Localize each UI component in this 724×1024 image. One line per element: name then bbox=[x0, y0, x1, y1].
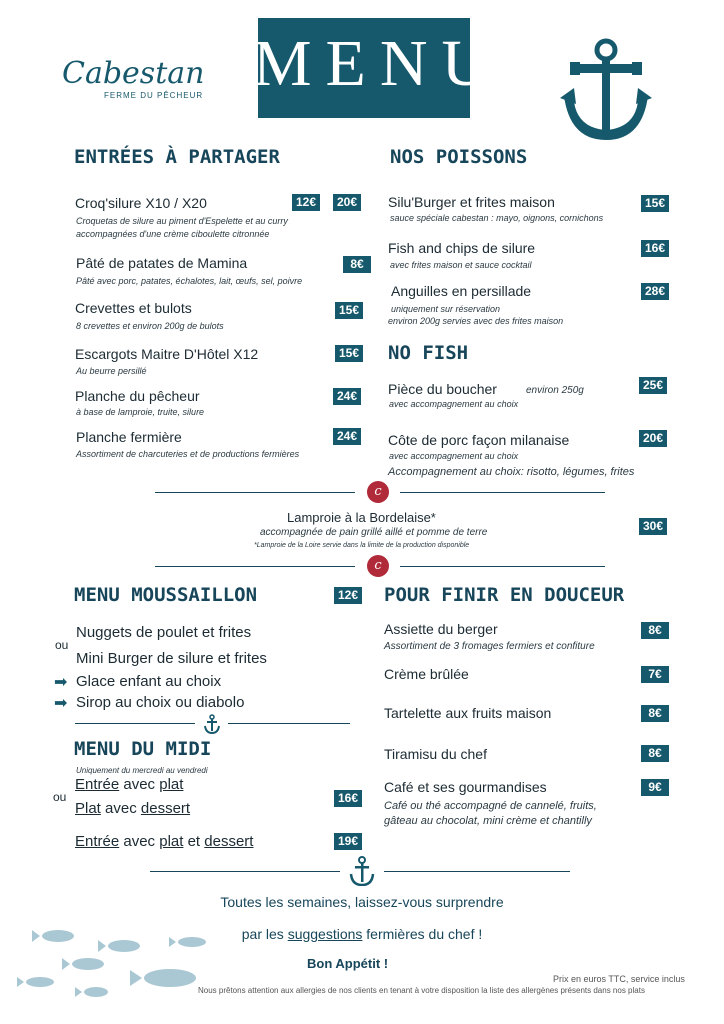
divider bbox=[155, 566, 355, 567]
poisson-price: 16€ bbox=[641, 240, 669, 257]
moussaillon-price: 12€ bbox=[334, 587, 362, 604]
entree-price: 24€ bbox=[333, 388, 361, 405]
logo: Cabestan bbox=[62, 56, 205, 91]
small-anchor-icon bbox=[204, 714, 220, 734]
footer-line1: Toutes les semaines, laissez-vous surprendre bbox=[220, 894, 504, 910]
nofish-desc: avec accompagnement au choix bbox=[389, 451, 519, 461]
special-price: 30€ bbox=[639, 518, 667, 535]
divider bbox=[228, 723, 350, 724]
dessert-price: 7€ bbox=[641, 666, 669, 683]
moussaillon-item: Mini Burger de silure et frites bbox=[76, 650, 267, 667]
dessert-name: Tartelette aux fruits maison bbox=[384, 705, 552, 721]
entree-desc: accompagnées d'une crème ciboulette citronnée bbox=[76, 229, 270, 239]
poisson-name: Silu'Burger et frites maison bbox=[388, 194, 555, 210]
dessert-desc: gâteau au chocolat, mini crème et chantilly bbox=[384, 815, 592, 827]
small-anchor-icon bbox=[348, 856, 376, 886]
poisson-name: Anguilles en persillade bbox=[391, 283, 532, 299]
cabestan-badge-icon: c bbox=[367, 481, 389, 503]
price-note: Prix en euros TTC, service inclus bbox=[553, 974, 685, 984]
divider bbox=[75, 723, 195, 724]
dessert-name: Assiette du berger bbox=[384, 621, 498, 637]
special-name: Lamproie à la Bordelaise* bbox=[287, 510, 436, 525]
midi-price: 16€ bbox=[334, 790, 362, 807]
nofish-price: 25€ bbox=[639, 377, 667, 394]
dessert-price: 8€ bbox=[641, 622, 669, 639]
entree-desc: Croquetas de silure au piment d'Espelette et au curry bbox=[76, 216, 288, 226]
section-title-entrees: ENTRÉES À PARTAGER bbox=[74, 146, 280, 168]
footer-line2: par les suggestions fermières du chef ! bbox=[241, 926, 483, 942]
poisson-name: Fish and chips de silure bbox=[388, 240, 536, 256]
moussaillon-item: Glace enfant au choix bbox=[76, 673, 222, 690]
entree-price: 12€ bbox=[292, 194, 320, 211]
dessert-desc: Assortiment de 3 fromages fermiers et confiture bbox=[384, 641, 595, 652]
entree-price: 8€ bbox=[343, 256, 371, 273]
poisson-price: 15€ bbox=[641, 195, 669, 212]
arrow-right-icon: ➡ bbox=[54, 674, 68, 691]
midi-option: Entrée avec plat bbox=[75, 776, 184, 793]
section-title-nofish: NO FISH bbox=[388, 342, 469, 364]
entree-name: Pâté de patates de Mamina bbox=[76, 255, 248, 271]
entree-name: Crevettes et bulots bbox=[75, 300, 192, 316]
divider bbox=[384, 871, 570, 872]
poisson-desc: uniquement sur réservation bbox=[391, 304, 501, 314]
moussaillon-item: Nuggets de poulet et frites bbox=[76, 624, 252, 641]
bon-appetit: Bon Appétit ! bbox=[307, 956, 389, 971]
dessert-desc: Café ou thé accompagné de cannelé, fruits, bbox=[384, 800, 597, 812]
midi-option: Plat avec dessert bbox=[75, 800, 191, 817]
nofish-name: Pièce du boucher bbox=[388, 381, 497, 397]
or-label: ou bbox=[55, 638, 69, 652]
entree-desc: Au beurre persillé bbox=[76, 366, 147, 376]
midi-price: 19€ bbox=[334, 833, 362, 850]
nofish-price: 20€ bbox=[639, 430, 667, 447]
entree-name: Escargots Maitre D'Hôtel X12 bbox=[75, 346, 259, 362]
dessert-price: 8€ bbox=[641, 745, 669, 762]
entree-desc: Assortiment de charcuteries et de productions fermières bbox=[76, 449, 300, 459]
entree-price: 24€ bbox=[333, 428, 361, 445]
entree-name: Croq'silure X10 / X20 bbox=[75, 195, 207, 211]
entree-desc: Pâté avec porc, patates, échalotes, lait, œufs, sel, poivre bbox=[76, 276, 303, 286]
poisson-desc: environ 200g servies avec des frites maison bbox=[388, 316, 564, 326]
or-label: ou bbox=[53, 790, 67, 804]
fish-decoration-icon bbox=[10, 918, 210, 1018]
nofish-note: Accompagnement au choix: risotto, légumes, frites bbox=[388, 466, 635, 478]
dessert-price: 9€ bbox=[641, 779, 669, 796]
cabestan-badge-icon: c bbox=[367, 555, 389, 577]
nofish-extra: environ 250g bbox=[526, 385, 584, 396]
entree-desc: 8 crevettes et environ 200g de bulots bbox=[76, 321, 224, 331]
logo-subtitle: FERME DU PÊCHEUR bbox=[104, 91, 204, 100]
section-title-midi: MENU DU MIDI bbox=[74, 738, 212, 760]
page-title: MENU bbox=[252, 27, 504, 100]
poisson-desc: avec frites maison et sauce cocktail bbox=[390, 260, 532, 270]
divider bbox=[155, 492, 355, 493]
poisson-desc: sauce spéciale cabestan : mayo, oignons, cornichons bbox=[390, 213, 604, 223]
midi-subtitle: Uniquement du mercredi au vendredi bbox=[76, 766, 208, 775]
dessert-name: Tiramisu du chef bbox=[384, 746, 487, 762]
special-note: *Lamproie de la Loire servie dans la limite de la production disponible bbox=[254, 542, 470, 549]
dessert-name: Crème brûlée bbox=[384, 666, 469, 682]
divider bbox=[400, 492, 605, 493]
entree-name: Planche du pêcheur bbox=[75, 388, 200, 404]
divider bbox=[400, 566, 605, 567]
entree-price: 15€ bbox=[335, 345, 363, 362]
midi-option: Entrée avec plat et dessert bbox=[75, 833, 254, 850]
entree-price-large: 20€ bbox=[333, 194, 361, 211]
entree-price: 15€ bbox=[335, 302, 363, 319]
moussaillon-item: Sirop au choix ou diabolo bbox=[76, 694, 245, 711]
allergy-note: Nous prêtons attention aux allergies de nos clients en tenant à votre disposition la liste des allergènes présents dans nos plats bbox=[198, 986, 645, 995]
dessert-price: 8€ bbox=[641, 705, 669, 722]
nofish-name: Côte de porc façon milanaise bbox=[388, 432, 570, 448]
section-title-poissons: NOS POISSONS bbox=[390, 146, 528, 168]
anchor-icon bbox=[560, 36, 652, 146]
section-title-desserts: POUR FINIR EN DOUCEUR bbox=[384, 584, 625, 606]
nofish-desc: avec accompagnement au choix bbox=[389, 399, 519, 409]
section-title-moussaillon: MENU MOUSSAILLON bbox=[74, 584, 258, 606]
divider bbox=[150, 871, 340, 872]
poisson-price: 28€ bbox=[641, 283, 669, 300]
entree-desc: à base de lamproie, truite, silure bbox=[76, 407, 205, 417]
dessert-name: Café et ses gourmandises bbox=[384, 779, 547, 795]
entree-name: Planche fermière bbox=[76, 429, 182, 445]
special-desc: accompagnée de pain grillé aillé et pomme de terre bbox=[260, 527, 488, 538]
arrow-right-icon: ➡ bbox=[54, 695, 68, 712]
